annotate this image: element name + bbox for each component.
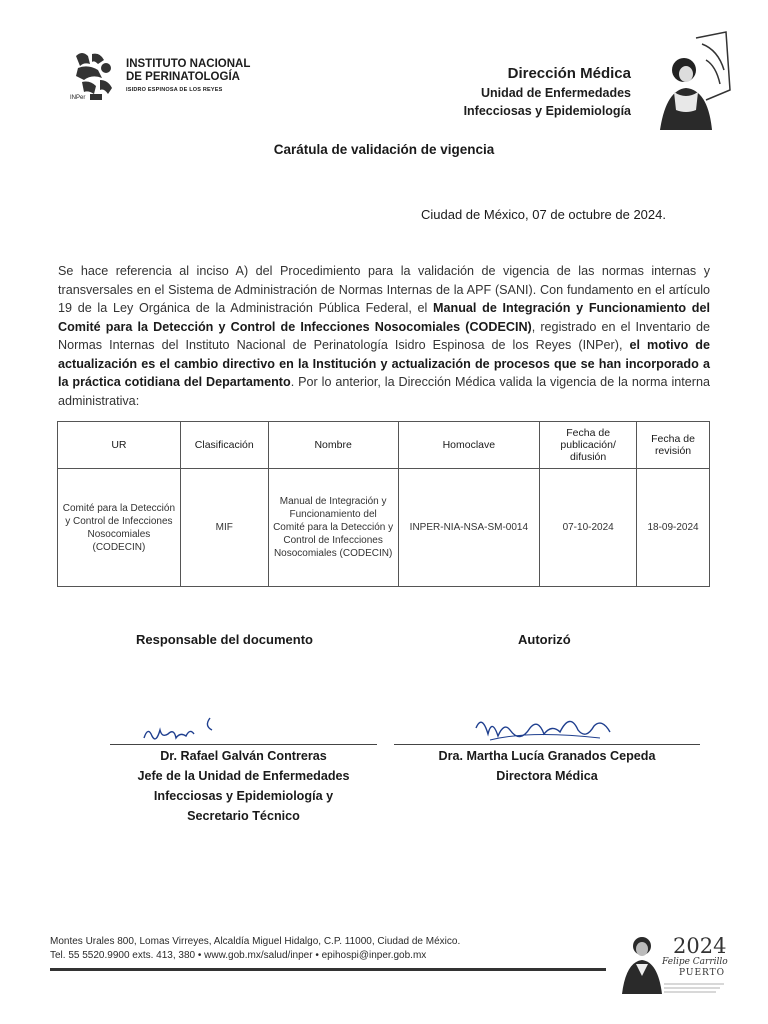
year-mark: 2024 (673, 934, 727, 958)
institute-name-line1: INSTITUTO NACIONAL (126, 58, 251, 70)
signer-left-role1: Jefe de la Unidad de Enfermedades (137, 769, 350, 783)
cell-review-date: 18-09-2024 (637, 469, 710, 587)
institute-subtitle: ISIDRO ESPINOSA DE LOS REYES (126, 87, 223, 93)
body-text-part2: , registrado en el Inventario de Normas Internas del Instituto Nacional de Perinatología Isidro Espinosa de los Reyes (INPer), (58, 319, 710, 352)
header-name: Nombre (268, 422, 398, 469)
footer-contact-line: Tel. 55 5520.9900 exts. 413, 380 • www.gob.mx/salud/inper • epihospi@inper.gob.mx (50, 950, 427, 961)
signer-right (394, 746, 700, 786)
cell-publication-date: 07-10-2024 (540, 469, 637, 587)
institute-name (126, 58, 250, 84)
body-paragraph (58, 262, 710, 410)
table-header-row (58, 422, 710, 469)
footer-contact (50, 935, 460, 963)
header-ur: UR (58, 422, 181, 469)
institute-name-line2: DE PERINATOLOGÍA (126, 71, 240, 83)
signer-left-role2: Infecciosas y Epidemiología y (153, 789, 334, 803)
authorized-heading: Autorizó (518, 632, 571, 647)
direction-unit-line1: Unidad de Enfermedades (480, 86, 631, 100)
logo-tag: INPer (70, 95, 86, 101)
footer-name-line2: PUERTO (679, 968, 726, 978)
cell-homoclave: INPER-NIA-NSA-SM-0014 (398, 469, 540, 587)
footer-divider (50, 968, 606, 971)
header-homoclave: Homoclave (398, 422, 540, 469)
footer-name-line1: Felipe Carrillo (662, 957, 728, 967)
woman-with-flag-illustration-icon (646, 30, 736, 132)
validation-table (57, 421, 710, 587)
direction-unit-line2: Infecciosas y Epidemiología (463, 104, 631, 118)
direction-block (464, 64, 631, 120)
cell-classification: MIF (180, 469, 268, 587)
signer-left-role3: Secretario Técnico (187, 809, 300, 823)
body-text-part3: . Por lo anterior, la Dirección Médica valida la vigencia de la norma interna administrativa: (58, 375, 710, 408)
document-date: Ciudad de México, 07 de octubre de 2024. (420, 207, 666, 222)
signer-left (110, 746, 377, 826)
header-review-date: Fecha de revisión (637, 422, 710, 469)
body-bold-manual: Manual de Integración y Funcionamiento del Comité para la Detección y Control de Infecciones Nosocomiales (CODECIN) (58, 301, 710, 334)
body-bold-reason: el motivo de actualización es el cambio directivo en la Institución y actualización de procesos que se han incorporado a la práctica cotidiana del Departamento (58, 338, 710, 389)
footer-address-line: Montes Urales 800, Lomas Virreyes, Alcaldía Miguel Hidalgo, C.P. 11000, Ciudad de México. (50, 936, 461, 947)
body-text-part1: Se hace referencia al inciso A) del Procedimiento para la validación de vigencia de las normas internas y transversales en el Sistema de Administración de Normas Internas de la APF (SANI). Con fundamento en el artículo 19 de la Ley Orgánica de la Administración Pública Federal, el (58, 264, 710, 315)
signature-line-left (110, 744, 377, 745)
signer-left-name: Dr. Rafael Galván Contreras (160, 749, 327, 763)
signer-right-name: Dra. Martha Lucía Granados Cepeda (438, 749, 656, 763)
header-publication-date: Fecha de publicación/ difusión (540, 422, 637, 469)
cell-ur: Comité para la Detección y Control de Infecciones Nosocomiales (CODECIN) (58, 469, 181, 587)
document-title: Carátula de validación de vigencia (273, 142, 495, 157)
signer-right-role: Directora Médica (496, 769, 598, 783)
cell-name: Manual de Integración y Funcionamiento del Comité para la Detección y Control de Infecciones Nosocomiales (CODECIN) (268, 469, 398, 587)
signature-line-right (394, 744, 700, 745)
table-row (58, 469, 710, 587)
direction-title: Dirección Médica (507, 65, 631, 82)
header-classification: Clasificación (180, 422, 268, 469)
responsible-heading: Responsable del documento (136, 632, 313, 647)
